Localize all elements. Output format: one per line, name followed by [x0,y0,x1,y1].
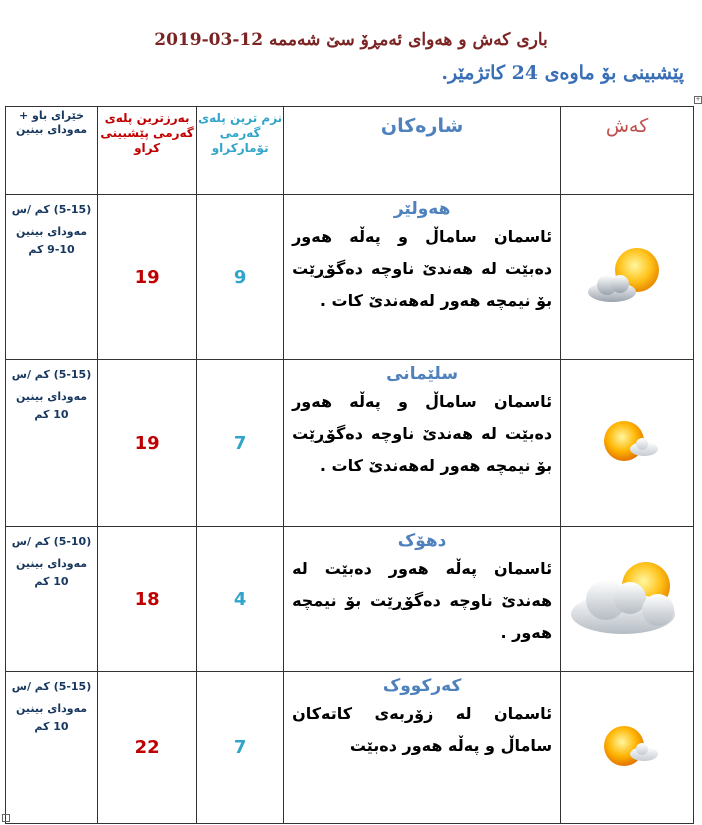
table-row [6,195,694,360]
city-cell [284,672,561,824]
city-cell [284,527,561,672]
max-temp: 19 [98,360,197,527]
city-name: سلێمانی [386,364,459,384]
forecast-description: ئاسمان ساماڵ و پەڵە هەور دەبێت لە هەندێ ناوچە دەگۆڕێت بۆ نیمچە هەور لەهەندێ کات . [292,227,553,310]
weather-table [5,106,694,824]
cloud-sun-icon [568,556,686,638]
forecast-description: ئاسمان ساماڵ و پەڵە هەور دەبێت لە هەندێ ناوچە دەگۆڕێت بۆ نیمچە هەور لەهەندێ کات . [292,392,553,475]
weather-icon-cell [561,360,694,527]
header-wind-visibility: خێرای باو + مەودای بینین [6,107,98,195]
max-temp: 19 [98,195,197,360]
table-row [6,672,694,824]
visibility-label: مەودای بینین [15,557,88,570]
page-title: باری کەش و هەوای ئەمڕۆ سێ شەممە 12-03-2019 [154,30,548,50]
forecast-description: ئاسمان پەڵە هەور دەبێت لە هەندێ ناوچە دەگۆڕێت بۆ نیمچە هەور . [292,559,553,642]
max-temp: 18 [98,527,197,672]
wind-speed: (5-15) کم /س [11,680,92,693]
wind-speed: (5-15) کم /س [11,368,92,381]
visibility-value: 10 کم [34,408,69,421]
weather-icon-cell [561,195,694,360]
sun-cloud-icon [592,411,662,471]
city-name: کەرکووک [382,676,462,696]
wind-speed: (5-10) کم /س [11,535,92,548]
wind-visibility-cell [6,527,98,672]
wind-visibility-cell [6,360,98,527]
header-max-temp: بەرزترین پلەی گەرمی پێشبینی کراو [98,107,197,195]
min-temp: 7 [197,360,284,527]
city-cell [284,360,561,527]
sun-cloud-icon [582,240,672,310]
table-header-row [6,107,694,195]
wind-visibility-cell [6,672,98,824]
visibility-label: مەودای بینین [15,225,88,238]
sun-cloud-icon [592,716,662,776]
header-cities: شارەکان [284,107,561,195]
forecast-subtitle: پێشبینی بۆ ماوەی 24 کاتژمێر. [441,62,684,84]
max-temp: 22 [98,672,197,824]
wind-visibility-cell [6,195,98,360]
city-name: هەولێر [393,199,451,219]
header-weather: کەش [561,107,694,195]
visibility-label: مەودای بینین [15,702,88,715]
city-name: دهۆک [397,531,447,551]
min-temp: 7 [197,672,284,824]
weather-icon-cell [561,527,694,672]
city-cell [284,195,561,360]
visibility-value: 10 کم [34,720,69,733]
weather-icon-cell [561,672,694,824]
min-temp: 4 [197,527,284,672]
table-move-handle[interactable]: + [695,96,701,103]
forecast-description: ئاسمان لە زۆربەی کاتەکان ساماڵ و پەڵە هەور دەبێت [292,704,553,755]
table-row [6,527,694,672]
header-min-temp: نزم ترین پلەی گەرمی تۆمارکراو [197,107,284,195]
table-resize-handle[interactable] [2,814,10,822]
min-temp: 9 [197,195,284,360]
visibility-label: مەودای بینین [15,390,88,403]
table-row [6,360,694,527]
wind-speed: (5-15) کم /س [11,203,92,216]
visibility-value: 10 کم [34,575,69,588]
visibility-value: 9-10 کم [28,243,75,256]
